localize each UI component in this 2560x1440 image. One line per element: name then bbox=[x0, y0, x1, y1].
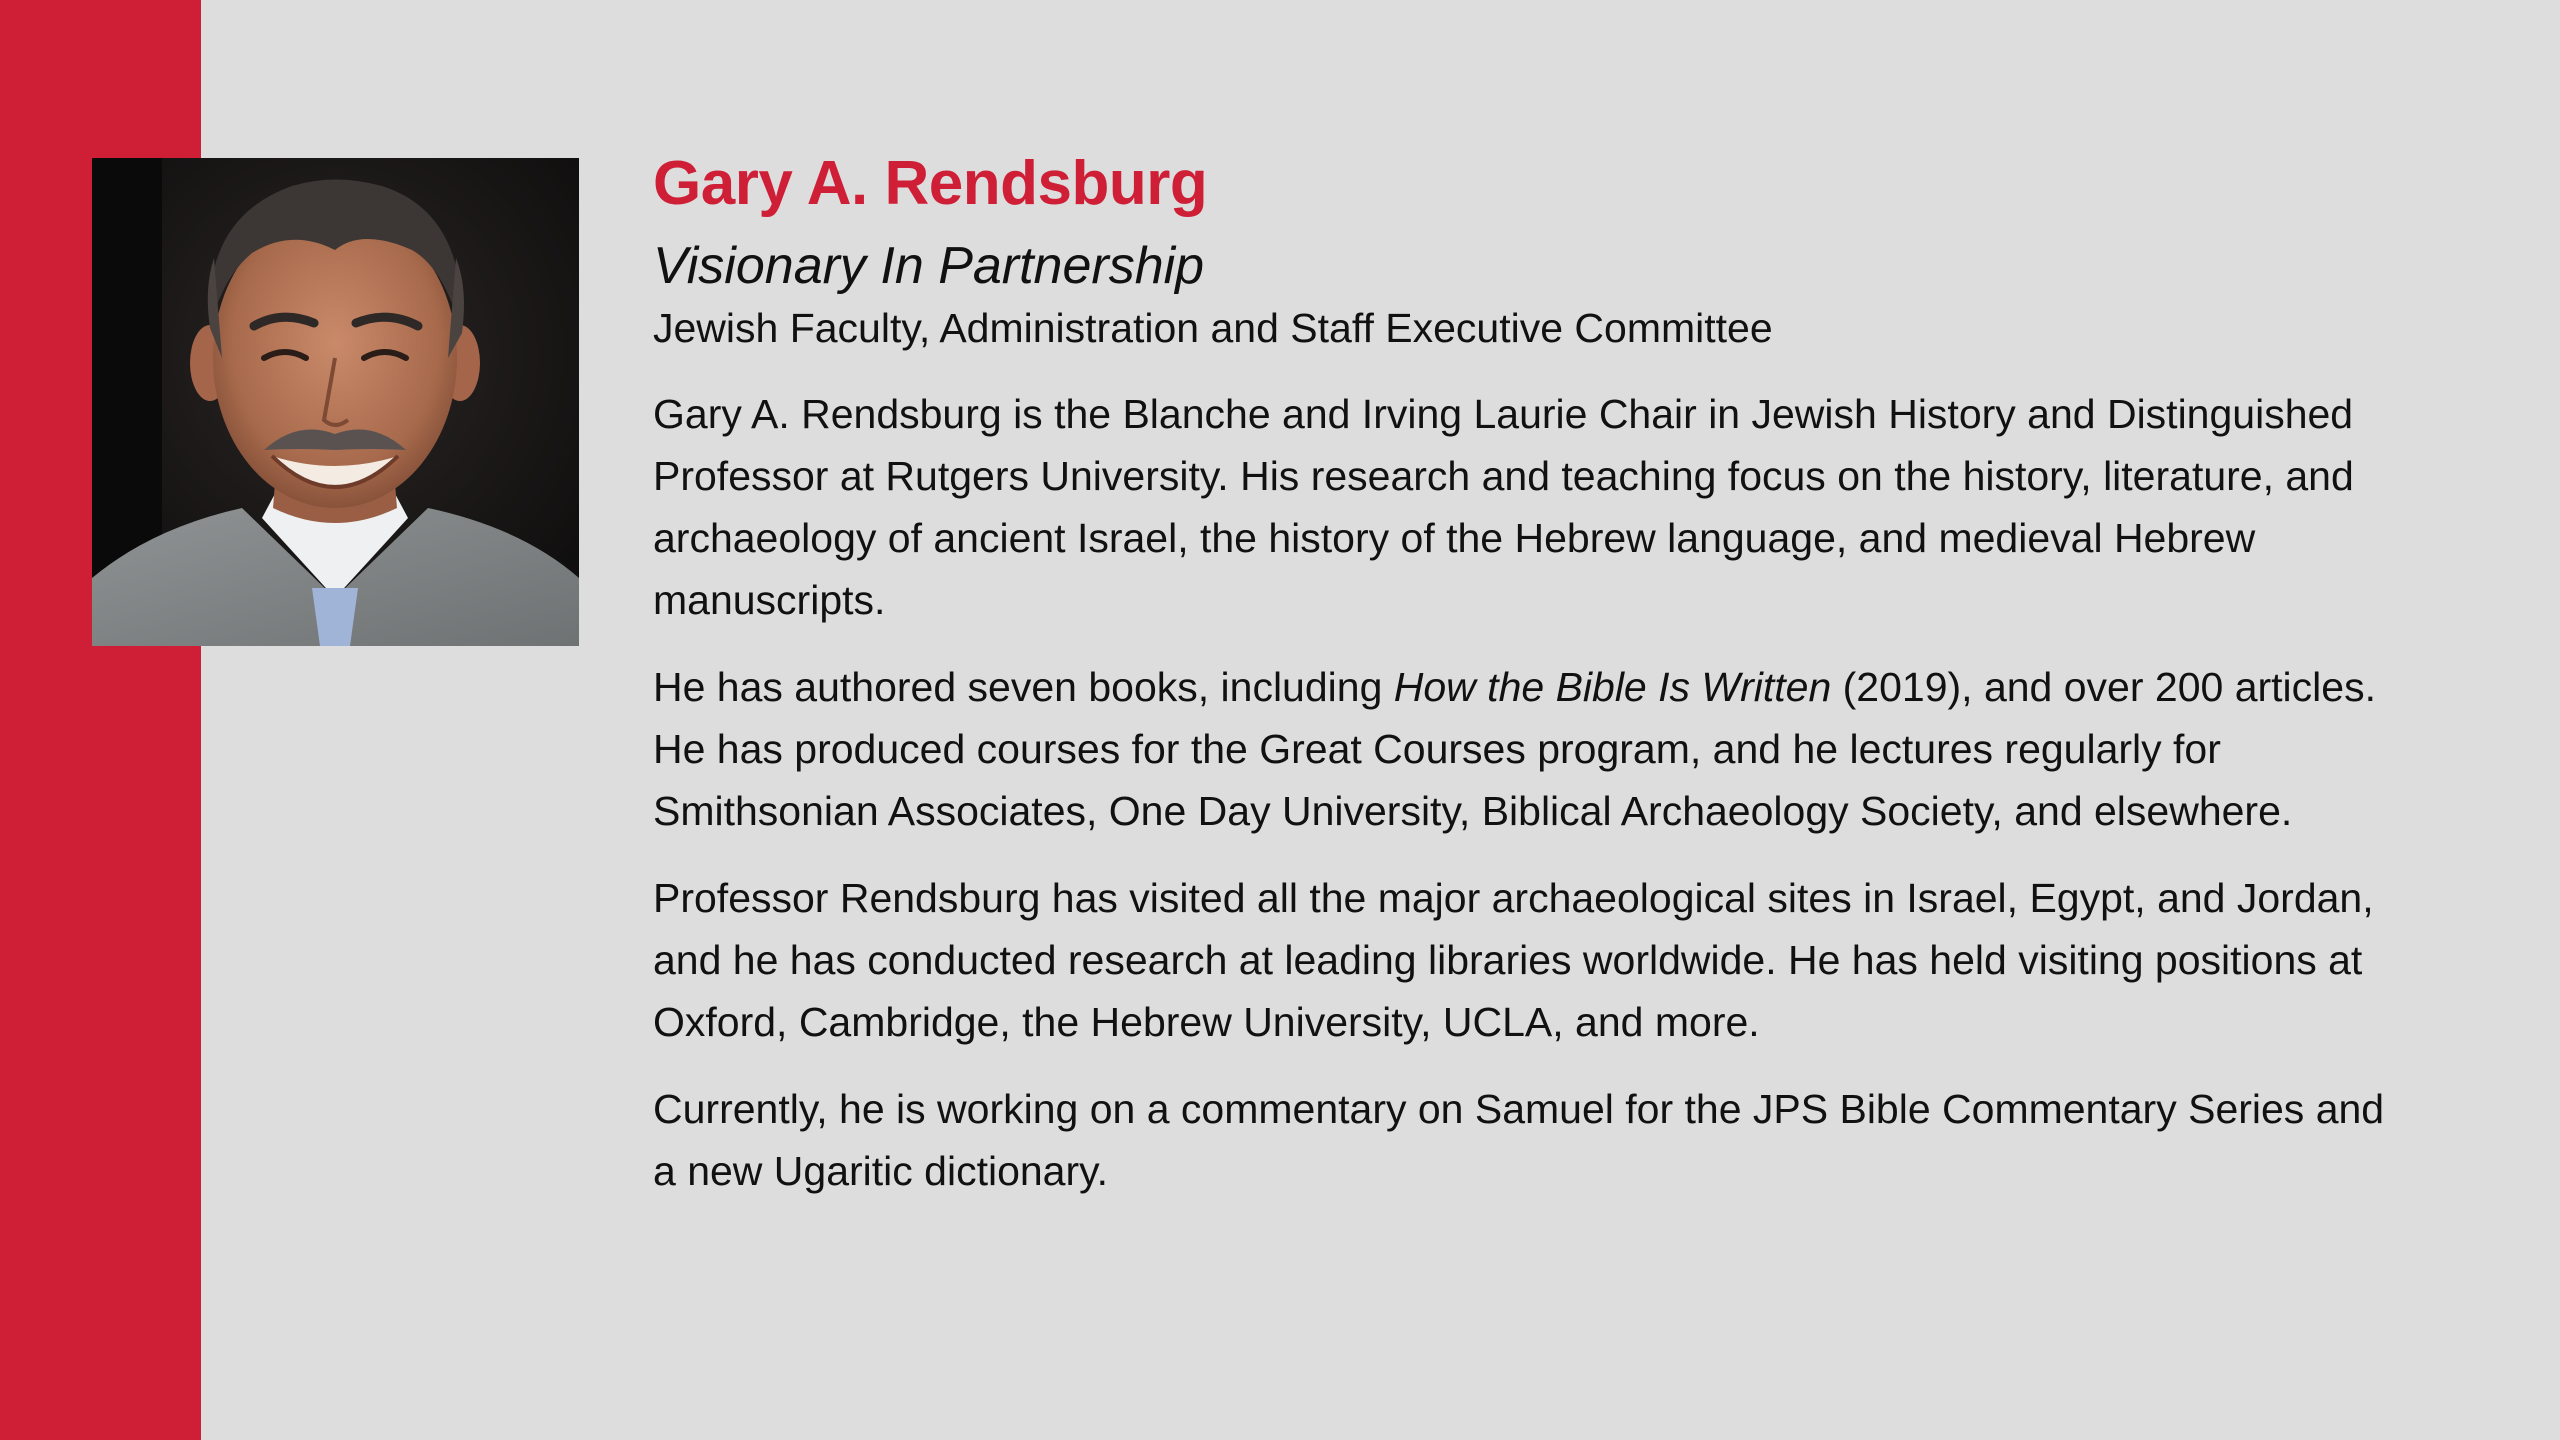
bio-paragraph-1: Gary A. Rendsburg is the Blanche and Irving Laurie Chair in Jewish History and Distinguished Professor at Rutgers University. His research and teaching focus on the history, literature, and archaeology of ancient Israel, the history of the Hebrew language, and medieval Hebrew manuscripts. bbox=[653, 391, 2354, 623]
bio-paragraph-2-before: He has authored seven books, including bbox=[653, 664, 1394, 710]
profile-role: Jewish Faculty, Administration and Staff Executive Committee bbox=[653, 305, 1773, 351]
bio-paragraph-2 bbox=[653, 656, 2413, 842]
biography bbox=[653, 383, 2413, 1202]
bio-paragraph-4: Currently, he is working on a commentary on Samuel for the JPS Bible Commentary Series and a new Ugaritic dictionary. bbox=[653, 1086, 2385, 1194]
profile-tagline: Visionary In Partnership bbox=[653, 237, 1205, 295]
profile-content bbox=[653, 144, 2413, 1202]
bio-paragraph-3: Professor Rendsburg has visited all the major archaeological sites in Israel, Egypt, and Jordan, and he has conducted research at leading libraries worldwide. He has held visiting positions at Oxford, Cambridge, the Hebrew University, UCLA, and more. bbox=[653, 875, 2374, 1045]
bio-paragraph-2-after: (2019), and over 200 articles. He has produced courses for the Great Courses program, and he lectures regularly for Smithsonian Associates, One Day University, Biblical Archaeology Society, and elsewhere. bbox=[653, 664, 2376, 834]
portrait-photo bbox=[92, 158, 579, 646]
profile-name: Gary A. Rendsburg bbox=[653, 149, 1208, 218]
book-title: How the Bible Is Written bbox=[1393, 664, 1832, 710]
